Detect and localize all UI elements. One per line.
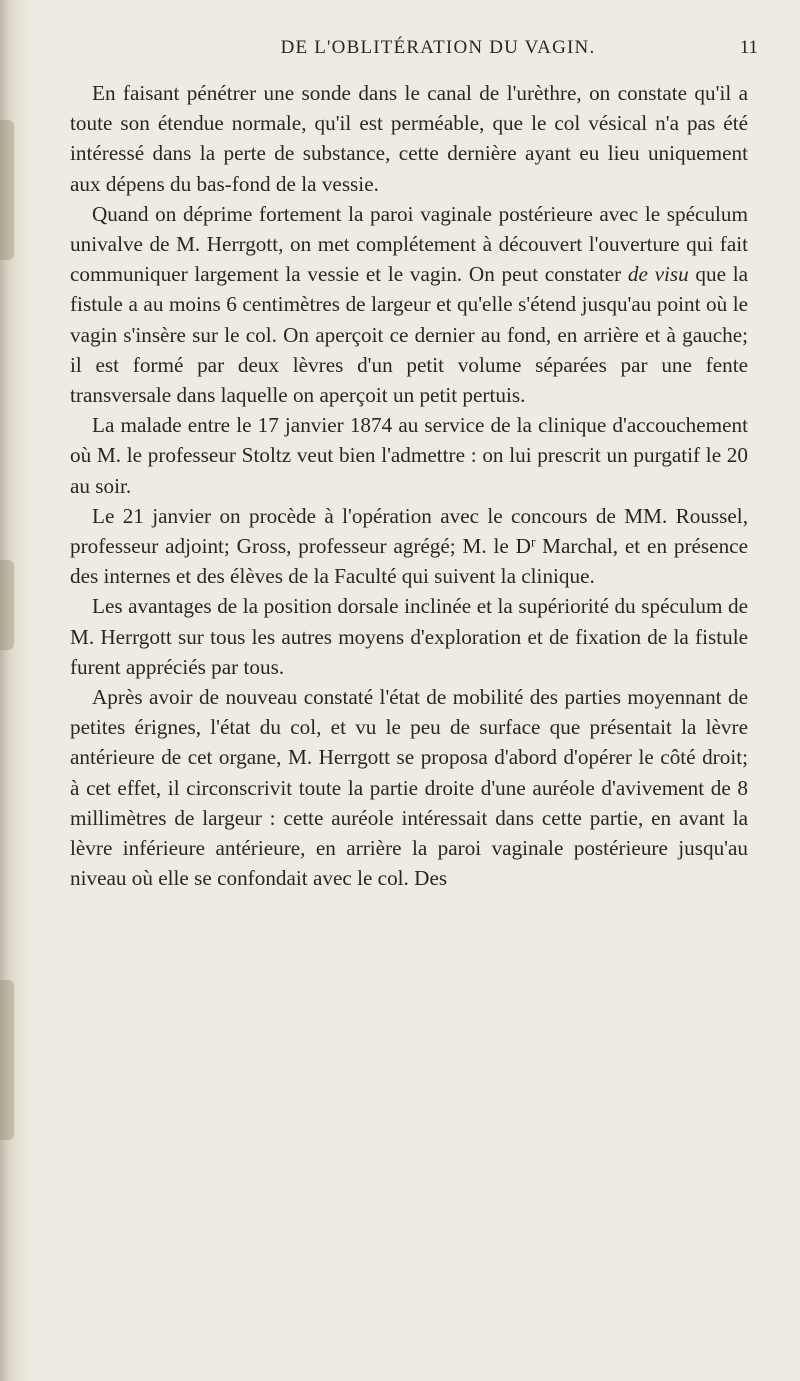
paragraph-1: En faisant pénétrer une sonde dans le canal de l'urèthre, on constate qu'il a toute son étendue normale, qu'il est perméable, que le col vésical n'a pas été intéressé dans la perte de substance, cette dernière ayant eu lieu uniquement aux dépens du bas-fond de la vessie. (70, 81, 748, 196)
page-number: 11 (739, 37, 758, 58)
body-text (70, 78, 748, 893)
page-header (0, 34, 800, 66)
latin-phrase: de visu (627, 262, 689, 287)
paragraph-3: La malade entre le 17 janvier 1874 au service de la clinique d'accouchement où M. le professeur Stoltz veut bien l'admettre : on lui prescrit un purgatif le 20 au soir. (70, 413, 748, 498)
paragraph-4 (70, 501, 748, 592)
paragraph-2 (70, 199, 748, 410)
paragraph-2-text-a: Quand on déprime fortement la paroi vaginale postérieure avec le spéculum univalve de M. Herrgott, on met complétement à découvert l'ouverture qui fait communiquer largement la vessie et le vagin. On peut constater (70, 201, 748, 287)
running-title: DE L'OBLITÉRATION DU VAGIN. (280, 37, 596, 58)
superscript-r: r (530, 534, 536, 550)
paragraph-4-text-a: Le 21 janvier on procède à l'opération avec le concours de MM. Roussel, professeur adjoint; Gross, professeur agrégé; M. le D (70, 503, 748, 559)
page-stain (0, 980, 14, 1140)
page-stain (0, 120, 14, 260)
paragraph-4-text-b: Marchal, et en présence des internes et des élèves de la Faculté qui suivent la clinique. (70, 534, 748, 589)
paragraph-6: Après avoir de nouveau constaté l'état de mobilité des parties moyennant de petites érignes, l'état du col, et vu le peu de surface que présentait la lèvre antérieure de cet organe, M. Herrgott se proposa d'abord d'opérer le côté droit; à cet effet, il circonscrivit toute la partie droite d'une auréole d'avivement de 8 millimètres de largeur : cette auréole intéressait dans cette partie, en avant la lèvre inférieure antérieure, en arrière la paroi vaginale postérieure jusqu'au niveau où elle se confondait avec le col. Des (70, 685, 748, 891)
page-stain (0, 560, 14, 650)
paragraph-5: Les avantages de la position dorsale inclinée et la supériorité du spéculum de M. Herrgott sur tous les autres moyens d'exploration et de fixation de la fistule furent appréciés par tous. (70, 594, 748, 679)
paragraph-2-text-b: que la fistule a au moins 6 centimètres de largeur et qu'elle s'étend jusqu'au point où le vagin s'insère sur le col. On aperçoit ce dernier au fond, en arrière et à gauche; il est formé par deux lèvres d'un petit volume séparées par une fente transversale dans laquelle on aperçoit un petit pertuis. (70, 262, 748, 408)
